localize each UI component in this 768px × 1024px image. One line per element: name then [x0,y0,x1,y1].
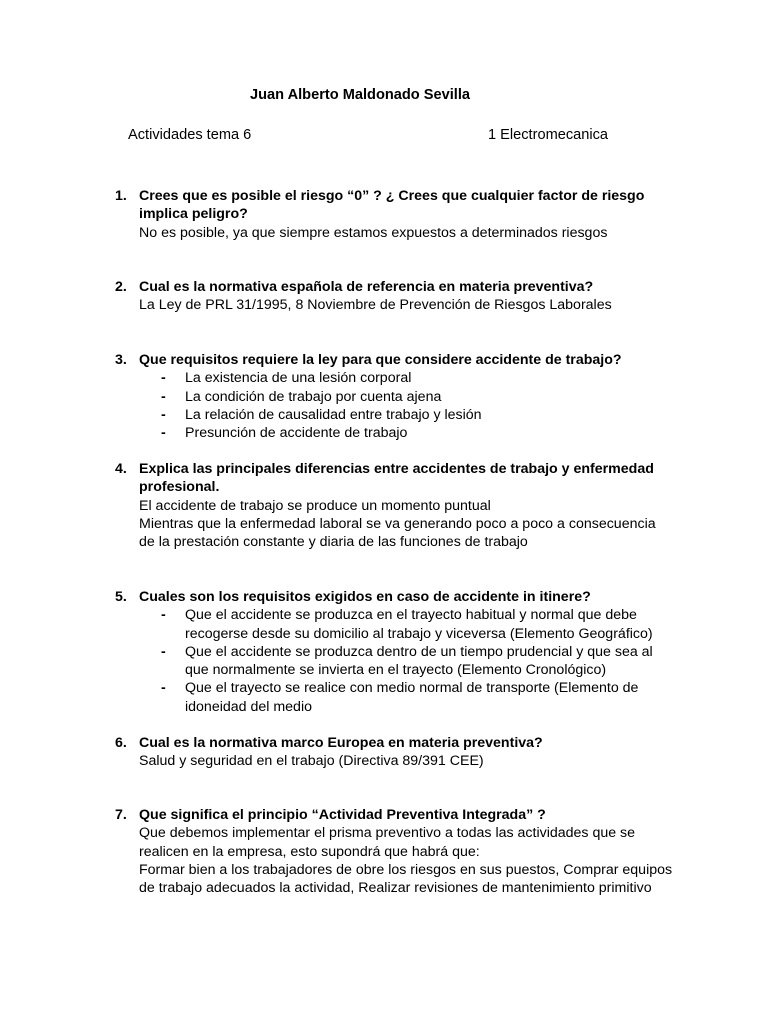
bullet-text: La condición de trabajo por cuenta ajena [185,388,442,405]
question-item-5 [115,588,675,716]
answer-text: Formar bien a los trabajadores de obre los riesgos en sus puestos, Comprar equipos de trabajo adecuados la actividad, Realizar revisiones de mantenimiento primitivo [139,861,673,897]
question-item-6 [115,734,675,771]
bullet-item [161,643,675,680]
question-number: 6. [115,735,127,751]
bullet-marker: - [161,388,166,405]
question-text: Cuales son los requisitos exigidos en caso de accidente in itinere? [139,589,591,605]
author-name: Juan Alberto Maldonado Sevilla [250,87,471,103]
answer-text: Salud y seguridad en el trabajo (Directiva 89/391 CEE) [139,753,484,770]
bullet-item [161,388,675,406]
bullet-item [161,424,675,442]
bullet-marker: - [161,643,166,660]
question-text: Que requisitos requiere la ley para que considere accidente de trabajo? [139,352,622,368]
bullet-item [161,369,675,387]
answer-text: El accidente de trabajo se produce un momento puntual [139,497,491,514]
question-text: Cual es la normativa marco Europea en materia preventiva? [139,735,543,751]
bullet-item [161,679,675,716]
question-number: 4. [115,461,127,477]
question-number: 1. [115,188,127,204]
question-item-1 [115,187,675,242]
question-text: Crees que es posible el riesgo “0” ? ¿ Crees que cualquier factor de riesgo implica peligro? [139,188,645,223]
bullet-text: Que el accidente se produzca en el trayecto habitual y normal que debe recogerse desde su domicilio al trabajo y viceversa (Elemento Geográfico) [185,607,653,642]
question-number: 7. [115,807,127,823]
question-number: 2. [115,279,127,295]
bullet-text: Que el accidente se produzca dentro de un tiempo prudencial y que sea al que normalmente se invierta en el trayecto (Elemento Cronológico) [185,643,653,679]
activity-title: Actividades tema 6 [128,127,252,143]
bullet-text: Presunción de accidente de trabajo [185,425,408,442]
bullet-list [115,606,675,716]
course-name: 1 Electromecanica [488,127,609,143]
question-item-7 [115,806,675,897]
bullet-list [115,369,675,442]
question-text: Explica las principales diferencias entre accidentes de trabajo y enfermedad profesional. [139,461,654,496]
bullet-item [161,406,675,424]
bullet-marker: - [161,425,166,442]
question-text: Cual es la normativa española de referencia en materia preventiva? [139,279,594,295]
bullet-marker: - [161,406,166,423]
bullet-text: La existencia de una lesión corporal [185,370,412,387]
bullet-marker: - [161,607,166,624]
answer-text: Mientras que la enfermedad laboral se va generando poco a poco a consecuencia de la prestación constante y diaria de las funciones de trabajo [139,515,656,551]
question-text: Que significa el principio “Actividad Preventiva Integrada” ? [139,807,546,823]
answer-text: La Ley de PRL 31/1995, 8 Noviembre de Prevención de Riesgos Laborales [139,297,612,314]
bullet-text: Que el trayecto se realice con medio normal de transporte (Elemento de idoneidad del medio [185,680,639,715]
question-item-3 [115,351,675,442]
bullet-marker: - [161,680,166,697]
bullet-marker: - [161,370,166,387]
question-item-2 [115,278,675,315]
answer-text: Que debemos implementar el prisma preventivo a todas las actividades que se realicen en la empresa, esto supondrá que habrá que: [139,825,636,860]
question-number: 5. [115,589,127,605]
question-item-4 [115,460,675,551]
answer-text: No es posible, ya que siempre estamos expuestos a determinados riesgos [139,224,608,241]
bullet-item [161,606,675,643]
question-number: 3. [115,352,127,368]
bullet-text: La relación de causalidad entre trabajo y lesión [185,406,482,423]
